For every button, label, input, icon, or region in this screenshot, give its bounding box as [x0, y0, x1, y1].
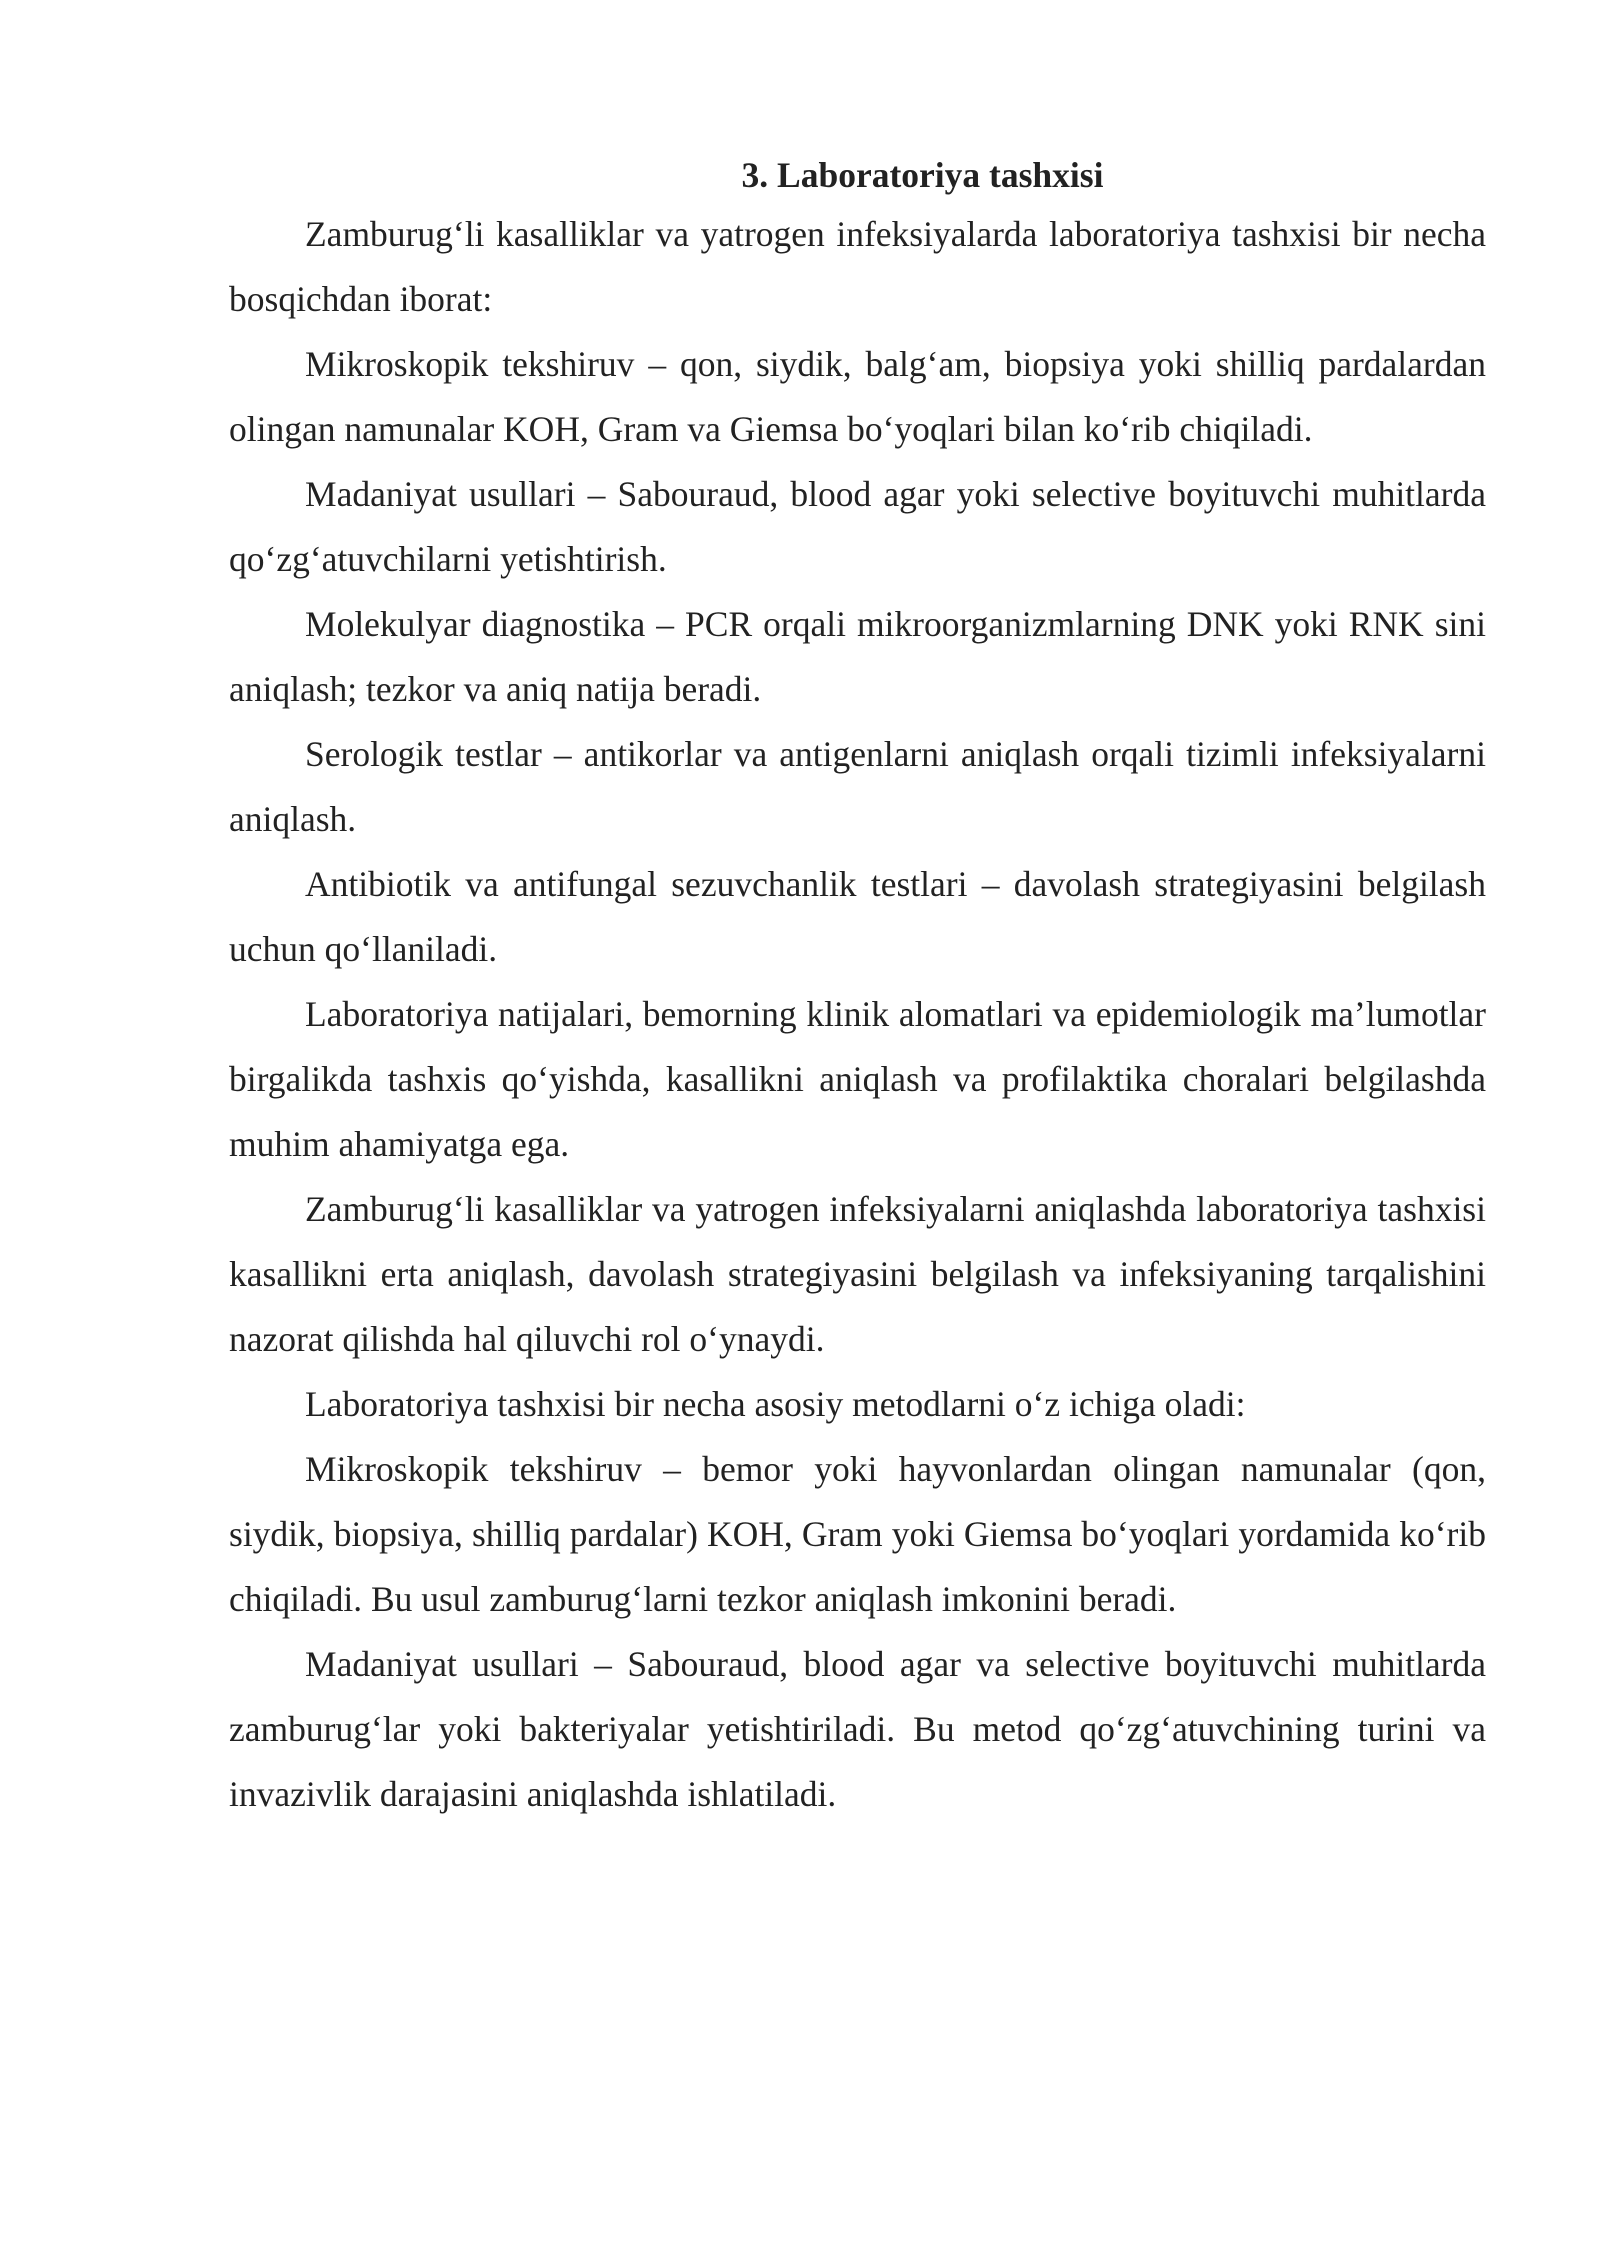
- paragraph: Antibiotik va antifungal sezuvchanlik testlari – davolash strategiyasini belgilash uchun qo‘llaniladi.: [229, 864, 1486, 969]
- section-heading: 3. Laboratoriya tashxisi: [741, 155, 1104, 195]
- paragraph: Mikroskopik tekshiruv – bemor yoki hayvonlardan olingan namunalar (qon, siydik, biopsiya, shilliq pardalar) KOH, Gram yoki Giemsa bo‘yoqlari yordamida ko‘rib chiqiladi. Bu usul zamburug‘larni tezkor aniqlash imkonini beradi.: [229, 1449, 1486, 1619]
- paragraph: Madaniyat usullari – Sabouraud, blood agar va selective boyituvchi muhitlarda zamburug‘lar yoki bakteriyalar yetishtiriladi. Bu metod qo‘zg‘atuvchining turini va invazivlik darajasini aniqlashda ishlatiladi.: [229, 1644, 1486, 1814]
- document-body: [229, 148, 1486, 1827]
- paragraph: Zamburug‘li kasalliklar va yatrogen infeksiyalarda laboratoriya tashxisi bir necha bosqichdan iborat:: [229, 214, 1486, 319]
- paragraph: Laboratoriya natijalari, bemorning klinik alomatlari va epidemiologik ma’lumotlar birgalikda tashxis qo‘yishda, kasallikni aniqlash va profilaktika choralari belgilashda muhim ahamiyatga ega.: [229, 994, 1486, 1164]
- paragraph: Serologik testlar – antikorlar va antigenlarni aniqlash orqali tizimli infeksiyalarni aniqlash.: [229, 734, 1486, 839]
- paragraph: Madaniyat usullari – Sabouraud, blood agar yoki selective boyituvchi muhitlarda qo‘zg‘atuvchilarni yetishtirish.: [229, 474, 1486, 579]
- paragraph: Laboratoriya tashxisi bir necha asosiy metodlarni o‘z ichiga oladi:: [305, 1384, 1246, 1424]
- paragraph: Molekulyar diagnostika – PCR orqali mikroorganizmlarning DNK yoki RNK sini aniqlash; tezkor va aniq natija beradi.: [229, 604, 1486, 709]
- paragraph: Zamburug‘li kasalliklar va yatrogen infeksiyalarni aniqlashda laboratoriya tashxisi kasallikni erta aniqlash, davolash strategiyasini belgilash va infeksiyaning tarqalishini nazorat qilishda hal qiluvchi rol o‘ynaydi.: [229, 1189, 1486, 1359]
- paragraph: Mikroskopik tekshiruv – qon, siydik, balg‘am, biopsiya yoki shilliq pardalardan olingan namunalar KOH, Gram va Giemsa bo‘yoqlari bilan ko‘rib chiqiladi.: [229, 344, 1486, 449]
